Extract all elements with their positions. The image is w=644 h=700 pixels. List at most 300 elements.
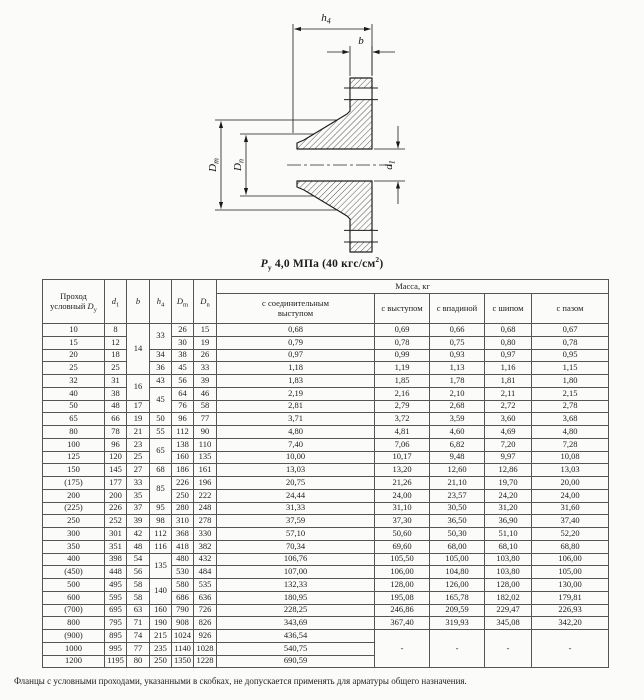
table-cell: 908 (172, 617, 194, 630)
table-cell: 2,79 (375, 400, 430, 413)
header-h4: $h_4$ (150, 280, 172, 324)
table-cell: 80 (127, 655, 150, 668)
table-cell: 4,80 (217, 426, 375, 439)
table-cell: 140 (150, 579, 172, 605)
table-cell: 826 (194, 617, 217, 630)
table-cell: 484 (194, 566, 217, 579)
pressure-title: $P_у$ 4,0 МПа (40 кгс/$см^2$) (260, 255, 384, 273)
table-cell: - (485, 630, 532, 668)
table-cell: 74 (127, 630, 150, 643)
table-cell: 6,82 (430, 438, 485, 451)
table-cell: 690,59 (217, 655, 375, 668)
table-cell: 8 (105, 324, 127, 337)
table-cell: 20,00 (532, 477, 609, 490)
table-cell: 69,60 (375, 540, 430, 553)
header-d1: $d_1$ (105, 280, 127, 324)
table-cell: 26 (194, 349, 217, 362)
table-cell: 367,40 (375, 617, 430, 630)
table-cell: 48 (105, 400, 127, 413)
table-cell: 23,57 (430, 489, 485, 502)
table-cell: 795 (105, 617, 127, 630)
table-cell: 145 (105, 464, 127, 477)
table-cell: 68,10 (485, 540, 532, 553)
table-cell: 0,80 (485, 336, 532, 349)
table-cell: 12,60 (430, 464, 485, 477)
table-cell: 17 (127, 400, 150, 413)
table-cell: 7,06 (375, 438, 430, 451)
table-row (43, 604, 609, 617)
table-cell: 222 (194, 489, 217, 502)
table-cell: 1140 (172, 642, 194, 655)
table-cell: 10,17 (375, 451, 430, 464)
header-mass-projection: с выступом (375, 294, 430, 324)
table-cell: 19 (194, 336, 217, 349)
table-cell: 125 (43, 451, 105, 464)
table-cell: 695 (105, 604, 127, 617)
table-cell: 39 (194, 375, 217, 388)
table-cell: 0,99 (375, 349, 430, 362)
table-cell: 448 (105, 566, 127, 579)
table-cell: - (532, 630, 609, 668)
table-cell: 130,00 (532, 579, 609, 592)
table-row (43, 477, 609, 490)
table-cell: 280 (172, 502, 194, 515)
table-cell: 165,78 (430, 591, 485, 604)
table-cell: 31,20 (485, 502, 532, 515)
table-cell: 686 (172, 591, 194, 604)
table-row (43, 579, 609, 592)
table-cell: 21,26 (375, 477, 430, 490)
table-cell: 54 (127, 553, 150, 566)
table-cell: 1,85 (375, 375, 430, 388)
table-row (43, 400, 609, 413)
table-row (43, 553, 609, 566)
table-cell: 12,86 (485, 464, 532, 477)
table-cell: 120 (105, 451, 127, 464)
table-cell: 3,68 (532, 413, 609, 426)
table-cell: (900) (43, 630, 105, 643)
table-cell: 24,44 (217, 489, 375, 502)
table-cell: 33 (194, 362, 217, 375)
table-cell: 96 (105, 438, 127, 451)
dim-dn-label: $D_n$ (232, 159, 246, 171)
table-cell: 13,20 (375, 464, 430, 477)
table-row (43, 630, 609, 643)
table-cell: 250 (43, 515, 105, 528)
table-cell: 252 (105, 515, 127, 528)
table-cell: - (375, 630, 430, 668)
table-cell: 342,20 (532, 617, 609, 630)
table-row (43, 502, 609, 515)
table-cell: 0,95 (532, 349, 609, 362)
table-cell: 10,08 (532, 451, 609, 464)
table-cell: 161 (194, 464, 217, 477)
table-cell: 55 (150, 426, 172, 439)
table-cell: 1,18 (217, 362, 375, 375)
table-cell: 790 (172, 604, 194, 617)
table-cell: 24,00 (375, 489, 430, 502)
dim-d1-label: $d_1$ (383, 160, 397, 170)
table-cell: 38 (172, 349, 194, 362)
table-cell: 52,20 (532, 528, 609, 541)
table-cell: 330 (194, 528, 217, 541)
table-cell: 15 (43, 336, 105, 349)
header-nominal-bore: Проход условный $D_у$ (43, 280, 105, 324)
table-cell: 2,19 (217, 387, 375, 400)
bolt-hole-upper (344, 88, 378, 100)
table-cell: 436,54 (217, 630, 375, 643)
table-cell: 400 (43, 553, 105, 566)
table-cell: 300 (43, 528, 105, 541)
table-cell: 177 (105, 477, 127, 490)
table-cell: 235 (150, 642, 172, 655)
table-cell: 1,78 (430, 375, 485, 388)
table-row (43, 451, 609, 464)
table-cell: 36,90 (485, 515, 532, 528)
table-cell: 0,78 (375, 336, 430, 349)
table-cell: 0,67 (532, 324, 609, 337)
table-cell: 160 (150, 604, 172, 617)
table-cell: 21,10 (430, 477, 485, 490)
table-cell: 14 (127, 324, 150, 375)
table-cell: 135 (194, 451, 217, 464)
table-cell: 1000 (43, 642, 105, 655)
table-cell: 37,59 (217, 515, 375, 528)
table-cell: 110 (194, 438, 217, 451)
header-dn: $D_n$ (194, 280, 217, 324)
table-cell: 31,60 (532, 502, 609, 515)
table-cell: 2,15 (532, 387, 609, 400)
table-cell: 32 (43, 375, 105, 388)
table-cell: 200 (105, 489, 127, 502)
table-cell: 31 (105, 375, 127, 388)
table-cell: 9,48 (430, 451, 485, 464)
flange-dimensions-table (42, 279, 609, 668)
table-row (43, 324, 609, 337)
header-mass-connecting-projection: с соединительным выступом (217, 294, 375, 324)
table-cell: 186 (172, 464, 194, 477)
table-cell: 7,40 (217, 438, 375, 451)
table-cell: 7,20 (485, 438, 532, 451)
table-cell: 37 (127, 502, 150, 515)
table-cell: 150 (43, 464, 105, 477)
table-cell: 432 (194, 553, 217, 566)
table-cell: 228,25 (217, 604, 375, 617)
table-cell: 90 (194, 426, 217, 439)
table-cell: 31,33 (217, 502, 375, 515)
table-cell: 2,16 (375, 387, 430, 400)
table-cell: 310 (172, 515, 194, 528)
table-cell: 4,80 (532, 426, 609, 439)
table-cell: 0,68 (217, 324, 375, 337)
table-cell: 0,66 (430, 324, 485, 337)
table-cell: 68,80 (532, 540, 609, 553)
table-cell: 1,19 (375, 362, 430, 375)
table-row (43, 566, 609, 579)
table-cell: 0,68 (485, 324, 532, 337)
table-cell: 500 (43, 579, 105, 592)
table-cell: 2,11 (485, 387, 532, 400)
dim-b-label: b (358, 35, 364, 47)
table-cell: 19,70 (485, 477, 532, 490)
table-cell: 1,16 (485, 362, 532, 375)
table-cell: 540,75 (217, 642, 375, 655)
table-cell: 78 (105, 426, 127, 439)
table-cell: 56 (172, 375, 194, 388)
table-cell: 250 (150, 655, 172, 668)
table-cell: 398 (105, 553, 127, 566)
table-row (43, 540, 609, 553)
table-cell: 7,28 (532, 438, 609, 451)
header-mass-groove: с пазом (532, 294, 609, 324)
table-cell: 33 (127, 477, 150, 490)
table-cell: 0,75 (430, 336, 485, 349)
table-cell: 50 (43, 400, 105, 413)
table-cell: 58 (194, 400, 217, 413)
table-row (43, 515, 609, 528)
table-cell: 58 (127, 591, 150, 604)
table-row (43, 375, 609, 388)
table-cell: 1195 (105, 655, 127, 668)
table-cell: 35 (127, 489, 150, 502)
table-cell: 195,08 (375, 591, 430, 604)
table-cell: 71 (127, 617, 150, 630)
table-cell: 1,83 (217, 375, 375, 388)
footnote-text: Фланцы с условными проходами, указанными в скобках, не допускается применять для арматуры общего назначения. (14, 676, 467, 686)
table-cell: 2,81 (217, 400, 375, 413)
table-cell: 39 (127, 515, 150, 528)
table-cell: 104,80 (430, 566, 485, 579)
table-cell: 248 (194, 502, 217, 515)
table-cell: 3,59 (430, 413, 485, 426)
table-cell: 76 (172, 400, 194, 413)
table-cell: 105,00 (532, 566, 609, 579)
table-cell: 103,80 (485, 566, 532, 579)
table-cell: 301 (105, 528, 127, 541)
table-cell: 64 (172, 387, 194, 400)
header-mass: Масса, кг (217, 280, 609, 294)
table-row (43, 413, 609, 426)
table-cell: 85 (150, 477, 172, 503)
table-cell: 1,81 (485, 375, 532, 388)
table-cell: 105,50 (375, 553, 430, 566)
table-row (43, 528, 609, 541)
table-cell: 37,30 (375, 515, 430, 528)
table-cell: 0,78 (532, 336, 609, 349)
table-cell: 100 (43, 438, 105, 451)
table-cell: 636 (194, 591, 217, 604)
table-cell: 12 (105, 336, 127, 349)
table-cell: 0,93 (430, 349, 485, 362)
table-cell: 112 (150, 528, 172, 541)
table-row (43, 464, 609, 477)
table-cell: 530 (172, 566, 194, 579)
table-cell: 182,02 (485, 591, 532, 604)
table-cell: 36 (150, 362, 172, 375)
table-cell: 135 (150, 553, 172, 579)
table-cell: 600 (43, 591, 105, 604)
table-cell: 138 (172, 438, 194, 451)
table-cell: 250 (172, 489, 194, 502)
bolt-hole-lower (344, 230, 378, 242)
table-cell: 160 (172, 451, 194, 464)
table-cell: 13,03 (532, 464, 609, 477)
table-cell: 480 (172, 553, 194, 566)
dim-h4-label: $h_4$ (321, 12, 331, 26)
table-cell: 995 (105, 642, 127, 655)
table-cell: 106,76 (217, 553, 375, 566)
table-cell: 106,00 (375, 566, 430, 579)
table-cell: 20,75 (217, 477, 375, 490)
table-cell: 800 (43, 617, 105, 630)
table-cell: 128,00 (485, 579, 532, 592)
table-cell: 105,00 (430, 553, 485, 566)
table-cell: 580 (172, 579, 194, 592)
table-cell: 132,33 (217, 579, 375, 592)
table-cell: 45 (150, 387, 172, 413)
table-cell: 80 (43, 426, 105, 439)
table-cell: - (430, 630, 485, 668)
table-cell: 226 (105, 502, 127, 515)
table-cell: 77 (127, 642, 150, 655)
table-cell: 9,97 (485, 451, 532, 464)
table-cell: 215 (150, 630, 172, 643)
table-row (43, 438, 609, 451)
table-cell: 42 (127, 528, 150, 541)
table-cell: 43 (150, 375, 172, 388)
table-cell: 19 (127, 413, 150, 426)
table-cell: 33 (150, 324, 172, 350)
table-cell: 10,00 (217, 451, 375, 464)
table-cell: 77 (194, 413, 217, 426)
table-cell: 51,10 (485, 528, 532, 541)
table-cell: 36,50 (430, 515, 485, 528)
table-cell: 70,34 (217, 540, 375, 553)
table-cell: 38 (105, 387, 127, 400)
table-cell: 23 (127, 438, 150, 451)
table-row (43, 617, 609, 630)
table-cell: 368 (172, 528, 194, 541)
table-cell: 27 (127, 464, 150, 477)
table-cell: 0,97 (217, 349, 375, 362)
table-cell: 68,00 (430, 540, 485, 553)
table-cell: 1350 (172, 655, 194, 668)
table-cell: 56 (127, 566, 150, 579)
table-cell: 50,30 (430, 528, 485, 541)
table-cell: 1200 (43, 655, 105, 668)
table-row (43, 426, 609, 439)
table-cell: 196 (194, 477, 217, 490)
table-cell: 65 (150, 438, 172, 464)
table-cell: 106,00 (532, 553, 609, 566)
table-cell: 107,00 (217, 566, 375, 579)
dim-dm-label: $D_m$ (207, 158, 221, 172)
table-cell: 20 (43, 349, 105, 362)
table-cell: 10 (43, 324, 105, 337)
table-cell: 4,81 (375, 426, 430, 439)
table-cell: 96 (172, 413, 194, 426)
table-cell: 68 (150, 464, 172, 477)
table-cell: (700) (43, 604, 105, 617)
table-cell: 45 (172, 362, 194, 375)
table-cell: 98 (150, 515, 172, 528)
table-cell: 418 (172, 540, 194, 553)
table-cell: 0,97 (485, 349, 532, 362)
table-cell: 179,81 (532, 591, 609, 604)
table-cell: 58 (127, 579, 150, 592)
table-cell: 63 (127, 604, 150, 617)
table-cell: 24,20 (485, 489, 532, 502)
table-cell: 319,93 (430, 617, 485, 630)
table-cell: 226,93 (532, 604, 609, 617)
table-cell: 246,86 (375, 604, 430, 617)
table-cell: 4,69 (485, 426, 532, 439)
pressure-symbol: P (260, 257, 268, 270)
table-cell: 25 (43, 362, 105, 375)
table-cell: 209,59 (430, 604, 485, 617)
table-cell: 278 (194, 515, 217, 528)
table-cell: 48 (127, 540, 150, 553)
table-cell: 16 (127, 375, 150, 401)
table-row (43, 591, 609, 604)
table-cell: 116 (150, 540, 172, 553)
table-cell: 112 (172, 426, 194, 439)
table-cell: 926 (194, 630, 217, 643)
table-cell: 180,95 (217, 591, 375, 604)
table-cell: 25 (127, 451, 150, 464)
table-cell: 30,50 (430, 502, 485, 515)
table-cell: (225) (43, 502, 105, 515)
table-cell: 95 (150, 502, 172, 515)
table-cell: 350 (43, 540, 105, 553)
table-cell: 895 (105, 630, 127, 643)
table-cell: 0,69 (375, 324, 430, 337)
table-cell: 3,72 (375, 413, 430, 426)
table-cell: 200 (43, 489, 105, 502)
table-cell: 1228 (194, 655, 217, 668)
table-cell: 103,80 (485, 553, 532, 566)
table-cell: 31,10 (375, 502, 430, 515)
table-cell: (175) (43, 477, 105, 490)
table-cell: 1,13 (430, 362, 485, 375)
table-cell: 4,60 (430, 426, 485, 439)
table-cell: 66 (105, 413, 127, 426)
table-row (43, 489, 609, 502)
table-cell: 30 (172, 336, 194, 349)
table-cell: 2,78 (532, 400, 609, 413)
table-cell: 65 (43, 413, 105, 426)
table-cell: 229,47 (485, 604, 532, 617)
table-cell: 1,15 (532, 362, 609, 375)
flange-drawing (0, 0, 644, 256)
table-cell: 2,72 (485, 400, 532, 413)
table-cell: 343,69 (217, 617, 375, 630)
header-b: b (127, 280, 150, 324)
table-cell: 50,60 (375, 528, 430, 541)
table-cell: 37,40 (532, 515, 609, 528)
table-cell: 2,68 (430, 400, 485, 413)
table-cell: 595 (105, 591, 127, 604)
table-cell: 21 (127, 426, 150, 439)
table-cell: 18 (105, 349, 127, 362)
table-cell: 382 (194, 540, 217, 553)
table-cell: 126,00 (430, 579, 485, 592)
table-cell: 226 (172, 477, 194, 490)
table-cell: 345,08 (485, 617, 532, 630)
table-cell: 50 (150, 413, 172, 426)
table-cell: 26 (172, 324, 194, 337)
table-cell: 128,00 (375, 579, 430, 592)
